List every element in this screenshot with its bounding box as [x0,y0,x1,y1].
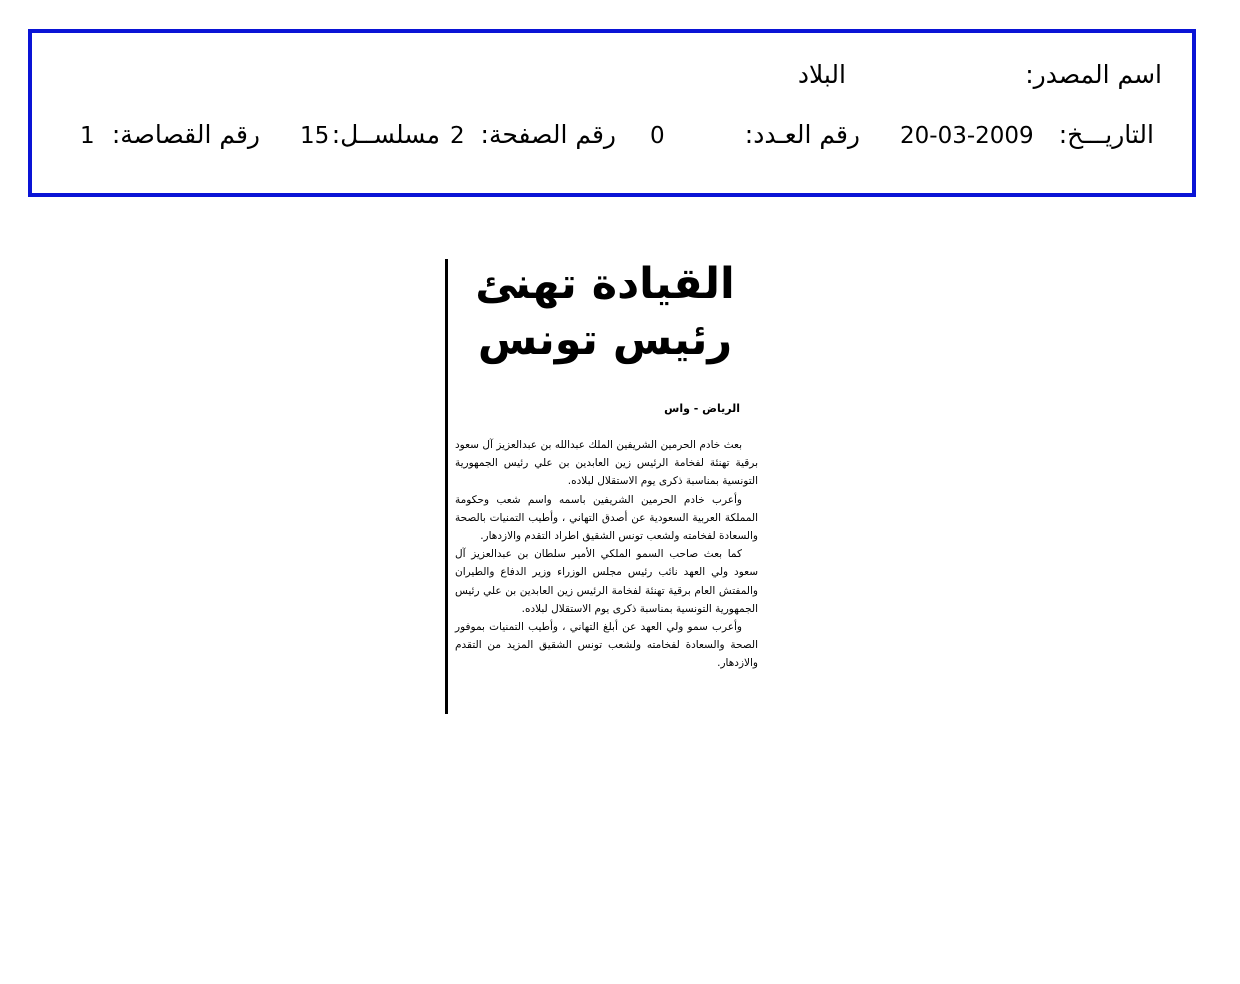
article-body [455,436,758,673]
clip-label: رقم القصاصة: [111,120,260,149]
date-label: التاريـــخ: [1058,120,1154,149]
headline [460,256,750,368]
page-label: رقم الصفحة: [480,120,616,149]
serial-label: مسلســل: [331,120,440,149]
column-rule [445,259,448,714]
headline-line-2: رئيس تونس [477,315,733,365]
paragraph: كما بعث صاحب السمو الملكي الأمير سلطان بن عبدالعزيز آل سعود ولي العهد نائب رئيس مجلس الوزراء وزير الدفاع والطيران والمفتش العام برقية تهنئة لفخامة الرئيس زين العابدين بن علي رئيس الجمهورية التونسية بمناسبة ذكرى يوم الاستقلال لبلاده. [455,548,758,615]
page-value: 2 [450,123,465,149]
serial-value: 15 [300,123,330,149]
issue-value: 0 [650,123,665,149]
source-value: البلاد [797,60,846,89]
paragraph: وأعرب سمو ولي العهد عن أبلغ التهاني ، وأطيب التمنيات بموفور الصحة والسعادة لفخامته ولشعب تونس الشقيق المزيد من التقدم والازدهار. [455,621,758,670]
issue-label: رقم العـدد: [744,120,860,149]
metadata-box [28,29,1196,197]
paragraph: وأعرب خادم الحرمين الشريفين باسمه واسم شعب وحكومة المملكة العربية السعودية عن أصدق التهاني ، وأطيب التمنيات بالصحة والسعادة لفخامته ولشعب تونس الشقيق اطراد التقدم والازدهار. [455,493,758,543]
dateline: الرياض - واس [664,402,740,415]
paragraph: بعث خادم الحرمين الشريفين الملك عبدالله بن عبدالعزيز آل سعود برقية تهنئة لفخامة الرئيس زين العابدين بن علي رئيس الجمهورية التونسية بمناسبة ذكرى يوم الاستقلال لبلاده. [455,439,758,488]
source-label: اسم المصدر: [1025,60,1162,89]
clip-value: 1 [80,123,95,149]
headline-line-1: القيادة تهنئ [475,259,735,309]
date-value: 20-03-2009 [900,123,1034,149]
